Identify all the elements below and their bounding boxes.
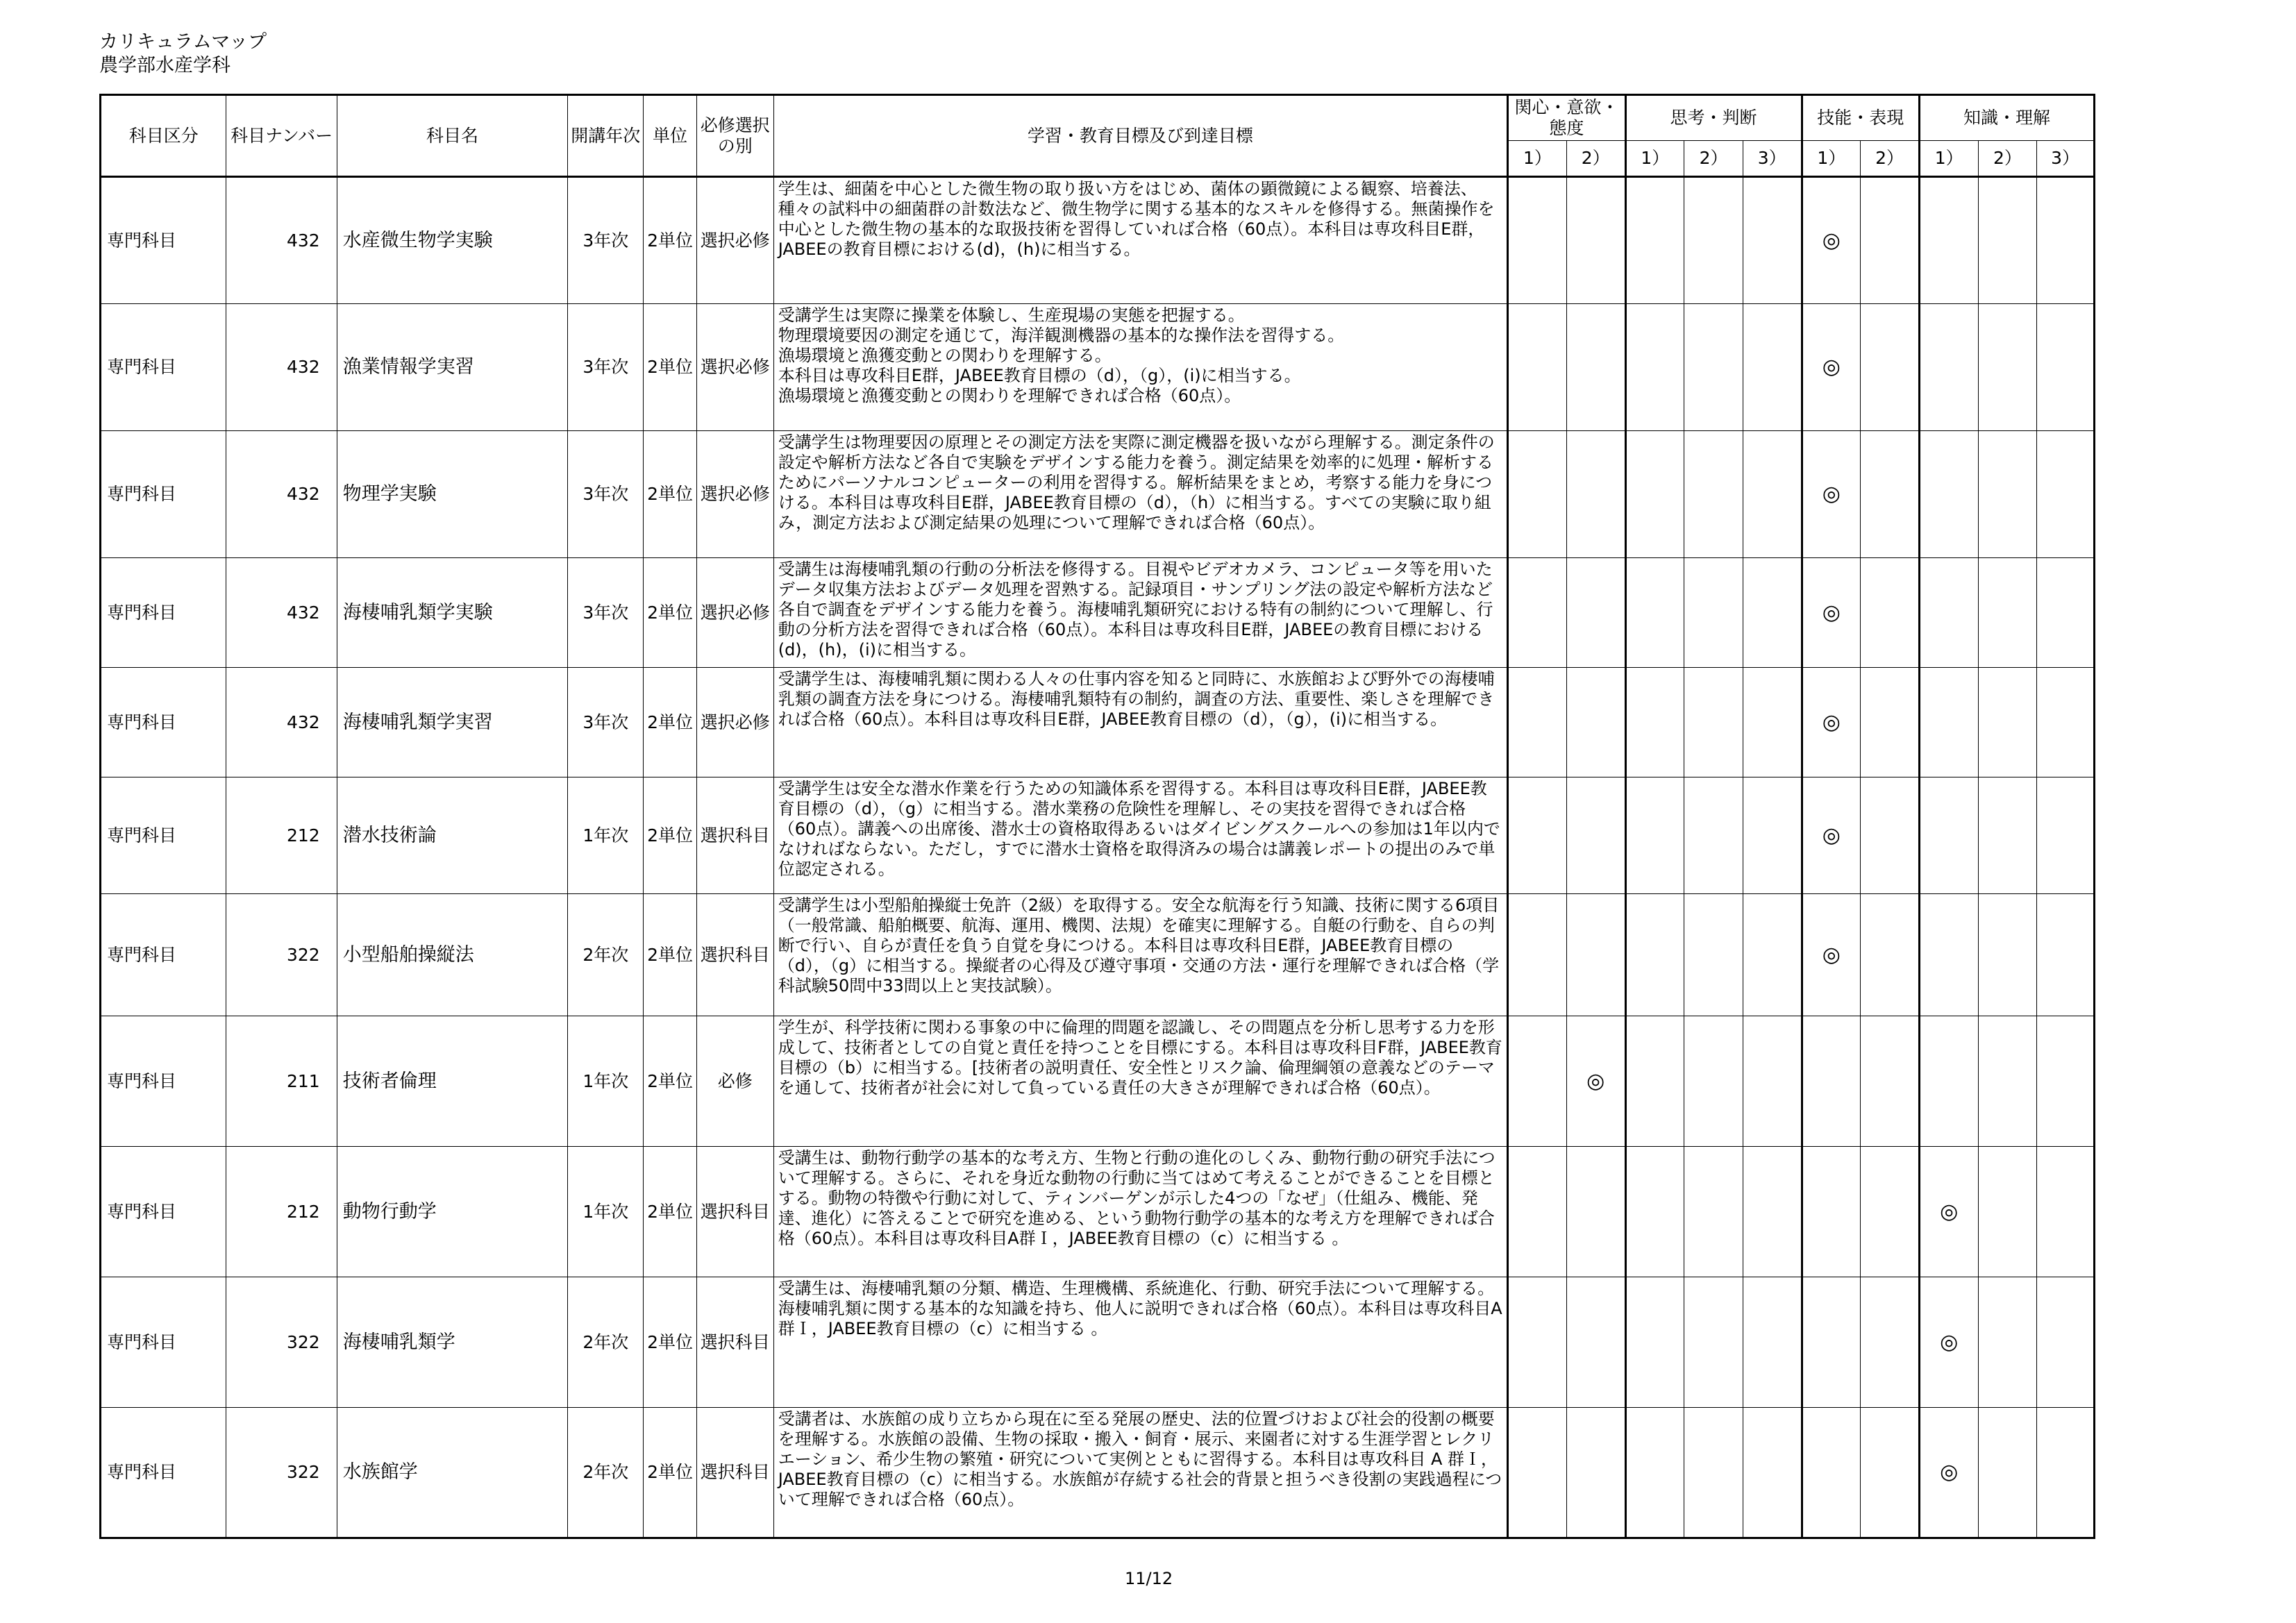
header-name: 科目名 xyxy=(337,95,568,177)
evaluation-cell xyxy=(1861,177,1920,304)
header-required: 必修選択の別 xyxy=(696,95,773,177)
table-row xyxy=(101,1408,2095,1538)
header-sub: 3） xyxy=(1743,141,1802,177)
row-description: 受講学生は安全な潜水作業を行うための知識体系を習得する。本科目は専攻科目E群，JABEE教育目標の（d），（g）に相当する。潜水業務の危険性を理解し、その実技を習得できれば合格（60点）。講義への出席後、潜水士の資格取得あるいはダイビングスクールへの参加は1年以内でなければならない。ただし，すでに潜水士資格を取得済みの場合は講義レポートの提出のみで単位認定される。 xyxy=(773,777,1507,894)
evaluation-cell xyxy=(2037,558,2095,668)
table-row xyxy=(101,894,2095,1016)
row-required: 選択必修 xyxy=(696,558,773,668)
evaluation-cell xyxy=(1743,431,1802,558)
evaluation-cell xyxy=(2037,1408,2095,1538)
evaluation-cell xyxy=(1625,1408,1684,1538)
evaluation-mark: ◎ xyxy=(1802,777,1861,894)
evaluation-cell xyxy=(1861,1408,1920,1538)
evaluation-cell xyxy=(1566,894,1625,1016)
row-description: 受講生は、海棲哺乳類の分類、構造、生理機構、系統進化、行動、研究手法について理解する。海棲哺乳類に関する基本的な知識を持ち、他人に説明できれば合格（60点）。本科目は専攻科目A群Ｉ，JABEE教育目標の（c）に相当する 。 xyxy=(773,1277,1507,1408)
evaluation-cell xyxy=(1978,177,2037,304)
row-description: 受講生は海棲哺乳類の行動の分析法を修得する。目視やビデオカメラ、コンピュータ等を用いたデータ収集方法およびデータ処理を習熟する。記録項目・サンプリング法の設定や解析方法など各自で調査をデザインする能力を養う。海棲哺乳類研究における特有の制約について理解し、行動の分析方法を習得できれば合格（60点）。本科目は専攻科目E群，JABEEの教育目標における(d)，(h)，(i)に相当する。 xyxy=(773,558,1507,668)
row-number: 432 xyxy=(226,431,337,558)
evaluation-cell xyxy=(1743,1016,1802,1147)
evaluation-cell xyxy=(1625,1147,1684,1277)
row-number: 322 xyxy=(226,1408,337,1538)
row-category: 専門科目 xyxy=(101,431,226,558)
evaluation-cell xyxy=(1625,1016,1684,1147)
row-required: 選択必修 xyxy=(696,177,773,304)
evaluation-cell xyxy=(1978,894,2037,1016)
row-category: 専門科目 xyxy=(101,894,226,1016)
table-row xyxy=(101,1147,2095,1277)
evaluation-cell xyxy=(1684,668,1743,777)
evaluation-cell xyxy=(1743,304,1802,431)
row-description: 受講学生は小型船舶操縦士免許（2級）を取得する。安全な航海を行う知識、技術に関する6項目（一般常識、船舶概要、航海、運用、機関、法規）を確実に理解する。自艇の行動を、自らの判断で行い、自らが責任を負う自覚を身につける。本科目は専攻科目E群，JABEE教育目標の（d），（g）に相当する。操縦者の心得及び遵守事項・交通の方法・運行を理解できれば合格（学科試験50問中33問以上と実技試験）。 xyxy=(773,894,1507,1016)
row-unit: 2単位 xyxy=(644,177,697,304)
table-row xyxy=(101,431,2095,558)
evaluation-mark: ◎ xyxy=(1566,1016,1625,1147)
document-title xyxy=(99,31,267,78)
evaluation-cell xyxy=(1625,304,1684,431)
header-year: 開講年次 xyxy=(568,95,644,177)
row-category: 専門科目 xyxy=(101,1016,226,1147)
row-description: 受講学生は実際に操業を体験し、生産現場の実態を把握する。 物理環境要因の測定を通じて，海洋観測機器の基本的な操作法を習得する。 漁場環境と漁獲変動との関わりを理解する。 本科目は専攻科目E群，JABEE教育目標の（d），（g），(i)に相当する。 漁場環境と漁獲変動との関わりを理解できれば合格（60点）。 xyxy=(773,304,1507,431)
evaluation-cell xyxy=(1684,1147,1743,1277)
header-sub: 1） xyxy=(1919,141,1978,177)
evaluation-cell xyxy=(1978,1147,2037,1277)
evaluation-mark: ◎ xyxy=(1802,668,1861,777)
row-subject-name: 海棲哺乳類学実験 xyxy=(337,558,568,668)
row-subject-name: 物理学実験 xyxy=(337,431,568,558)
row-description: 受講学生は、海棲哺乳類に関わる人々の仕事内容を知ると同時に、水族館および野外での海棲哺乳類の調査方法を身につける。海棲哺乳類特有の制約，調査の方法、重要性、楽しさを理解できれば合格（60点）。本科目は専攻科目E群，JABEE教育目標の（d），（g），(i)に相当する。 xyxy=(773,668,1507,777)
row-year: 2年次 xyxy=(568,1277,644,1408)
evaluation-cell xyxy=(1508,1408,1567,1538)
evaluation-cell xyxy=(1743,894,1802,1016)
evaluation-cell xyxy=(1508,894,1567,1016)
header-sub: 2） xyxy=(1566,141,1625,177)
header-group-thinking: 思考・判断 xyxy=(1625,95,1802,141)
evaluation-cell xyxy=(1684,304,1743,431)
header-sub: 1） xyxy=(1625,141,1684,177)
evaluation-cell xyxy=(1802,1277,1861,1408)
header-group-knowledge: 知識・理解 xyxy=(1919,95,2094,141)
page-number: 11/12 xyxy=(1125,1569,1173,1588)
evaluation-cell xyxy=(1861,894,1920,1016)
header-sub: 1） xyxy=(1508,141,1567,177)
row-category: 専門科目 xyxy=(101,558,226,668)
table-row xyxy=(101,177,2095,304)
evaluation-cell xyxy=(1861,558,1920,668)
evaluation-cell xyxy=(1861,668,1920,777)
row-number: 212 xyxy=(226,777,337,894)
row-category: 専門科目 xyxy=(101,1277,226,1408)
evaluation-cell xyxy=(1978,558,2037,668)
row-subject-name: 動物行動学 xyxy=(337,1147,568,1277)
evaluation-cell xyxy=(1625,777,1684,894)
curriculum-map-table xyxy=(99,94,2095,1539)
row-year: 2年次 xyxy=(568,894,644,1016)
evaluation-mark: ◎ xyxy=(1919,1147,1978,1277)
row-category: 専門科目 xyxy=(101,304,226,431)
table-body xyxy=(101,177,2095,1538)
header-category: 科目区分 xyxy=(101,95,226,177)
row-description: 受講者は、水族館の成り立ちから現在に至る発展の歴史、法的位置づけおよび社会的役割の概要を理解する。水族館の設備、生物の採取・搬入・飼育・展示、来園者に対する生涯学習とレクリエーション、希少生物の繁殖・研究について実例とともに習得する。本科目は専攻科目 A 群Ｉ，JABEE教育目標の（c）に相当する。水族館が存続する社会的背景と担うべき役割の実践過程について理解できれば合格（60点）。 xyxy=(773,1408,1507,1538)
evaluation-cell xyxy=(1802,1147,1861,1277)
row-required: 選択必修 xyxy=(696,668,773,777)
row-unit: 2単位 xyxy=(644,894,697,1016)
evaluation-cell xyxy=(1919,431,1978,558)
evaluation-cell xyxy=(1978,431,2037,558)
row-subject-name: 漁業情報学実習 xyxy=(337,304,568,431)
evaluation-cell xyxy=(2037,1016,2095,1147)
evaluation-mark: ◎ xyxy=(1919,1408,1978,1538)
evaluation-mark: ◎ xyxy=(1802,304,1861,431)
row-number: 432 xyxy=(226,668,337,777)
row-description: 学生が、科学技術に関わる事象の中に倫理的問題を認識し、その問題点を分析し思考する力を形成して、技術者としての自覚と責任を持つことを目標にする。本科目は専攻科目F群，JABEE教育目標の（b）に相当する。[技術者の説明責任、安全性とリスク論、倫理綱領の意義などのテーマを通して、技術者が社会に対して負っている責任の大きさが理解できれば合格（60点）。 xyxy=(773,1016,1507,1147)
evaluation-mark: ◎ xyxy=(1802,177,1861,304)
row-year: 3年次 xyxy=(568,668,644,777)
header-number: 科目ナンバー xyxy=(226,95,337,177)
evaluation-cell xyxy=(1566,1408,1625,1538)
evaluation-cell xyxy=(1919,558,1978,668)
row-category: 専門科目 xyxy=(101,668,226,777)
evaluation-mark: ◎ xyxy=(1802,894,1861,1016)
evaluation-cell xyxy=(1625,431,1684,558)
row-year: 3年次 xyxy=(568,431,644,558)
evaluation-mark: ◎ xyxy=(1919,1277,1978,1408)
row-number: 432 xyxy=(226,177,337,304)
evaluation-cell xyxy=(1684,1016,1743,1147)
evaluation-cell xyxy=(1625,1277,1684,1408)
row-subject-name: 技術者倫理 xyxy=(337,1016,568,1147)
row-number: 212 xyxy=(226,1147,337,1277)
row-number: 322 xyxy=(226,894,337,1016)
evaluation-cell xyxy=(1508,177,1567,304)
evaluation-cell xyxy=(1566,1147,1625,1277)
row-year: 3年次 xyxy=(568,304,644,431)
row-year: 1年次 xyxy=(568,1016,644,1147)
row-unit: 2単位 xyxy=(644,777,697,894)
evaluation-cell xyxy=(1743,1408,1802,1538)
evaluation-mark: ◎ xyxy=(1802,431,1861,558)
row-year: 1年次 xyxy=(568,777,644,894)
header-group-interest: 関心・意欲・態度 xyxy=(1508,95,1625,141)
evaluation-cell xyxy=(2037,777,2095,894)
row-number: 432 xyxy=(226,558,337,668)
row-subject-name: 潜水技術論 xyxy=(337,777,568,894)
evaluation-cell xyxy=(1743,558,1802,668)
row-unit: 2単位 xyxy=(644,1147,697,1277)
evaluation-cell xyxy=(1802,1016,1861,1147)
row-required: 選択科目 xyxy=(696,894,773,1016)
evaluation-cell xyxy=(1508,558,1567,668)
row-unit: 2単位 xyxy=(644,304,697,431)
evaluation-cell xyxy=(1861,1277,1920,1408)
header-sub: 2） xyxy=(1978,141,2037,177)
row-unit: 2単位 xyxy=(644,431,697,558)
row-number: 322 xyxy=(226,1277,337,1408)
evaluation-cell xyxy=(1566,431,1625,558)
row-year: 1年次 xyxy=(568,1147,644,1277)
title-line-1: カリキュラムマップ xyxy=(99,31,267,53)
row-unit: 2単位 xyxy=(644,1016,697,1147)
evaluation-cell xyxy=(1919,1016,1978,1147)
evaluation-cell xyxy=(1743,1277,1802,1408)
evaluation-cell xyxy=(1978,777,2037,894)
evaluation-cell xyxy=(1861,1147,1920,1277)
evaluation-cell xyxy=(1861,431,1920,558)
evaluation-cell xyxy=(1508,1277,1567,1408)
evaluation-cell xyxy=(1625,894,1684,1016)
evaluation-cell xyxy=(2037,177,2095,304)
evaluation-cell xyxy=(2037,1147,2095,1277)
evaluation-cell xyxy=(1684,1277,1743,1408)
row-subject-name: 海棲哺乳類学 xyxy=(337,1277,568,1408)
evaluation-cell xyxy=(1566,558,1625,668)
row-category: 専門科目 xyxy=(101,777,226,894)
evaluation-cell xyxy=(1802,1408,1861,1538)
row-unit: 2単位 xyxy=(644,1408,697,1538)
row-category: 専門科目 xyxy=(101,1408,226,1538)
row-year: 3年次 xyxy=(568,558,644,668)
evaluation-cell xyxy=(1978,1408,2037,1538)
header-sub: 3） xyxy=(2037,141,2095,177)
row-required: 選択科目 xyxy=(696,1147,773,1277)
row-description: 受講学生は物理要因の原理とその測定方法を実際に測定機器を扱いながら理解する。測定条件の設定や解析方法など各自で実験をデザインする能力を養う。測定結果を効率的に処理・解析するためにパーソナルコンピューターの利用を習得する。解析結果をまとめ，考察する能力を身につける。本科目は専攻科目E群，JABEE教育目標の（d），（h）に相当する。すべての実験に取り組み，測定方法および測定結果の処理について理解できれば合格（60点）。 xyxy=(773,431,1507,558)
row-required: 選択科目 xyxy=(696,1408,773,1538)
header-sub: 2） xyxy=(1861,141,1920,177)
row-required: 選択必修 xyxy=(696,304,773,431)
row-category: 専門科目 xyxy=(101,177,226,304)
evaluation-cell xyxy=(1566,1277,1625,1408)
evaluation-cell xyxy=(1625,558,1684,668)
evaluation-cell xyxy=(1508,1016,1567,1147)
evaluation-cell xyxy=(1861,777,1920,894)
evaluation-cell xyxy=(1566,777,1625,894)
header-goals: 学習・教育目標及び到達目標 xyxy=(773,95,1507,177)
header-sub: 2） xyxy=(1684,141,1743,177)
evaluation-cell xyxy=(1508,668,1567,777)
row-description: 受講生は、動物行動学の基本的な考え方、生物と行動の進化のしくみ、動物行動の研究手法について理解する。さらに、それを身近な動物の行動に当てはめて考えることができることを目標とする。動物の特徴や行動に対して、ティンバーゲンが示した4つの「なぜ」（仕組み、機能、発達、進化）に答えることで研究を進める、という動物行動学の基本的な考え方を理解できれば合格（60点）。本科目は専攻科目A群Ｉ，JABEE教育目標の（c）に相当する 。 xyxy=(773,1147,1507,1277)
evaluation-cell xyxy=(1625,177,1684,304)
table-row xyxy=(101,777,2095,894)
evaluation-cell xyxy=(1861,304,1920,431)
evaluation-cell xyxy=(1566,304,1625,431)
evaluation-cell xyxy=(1566,668,1625,777)
evaluation-cell xyxy=(1743,1147,1802,1277)
header-sub: 1） xyxy=(1802,141,1861,177)
evaluation-cell xyxy=(1743,177,1802,304)
evaluation-cell xyxy=(2037,1277,2095,1408)
row-number: 211 xyxy=(226,1016,337,1147)
evaluation-cell xyxy=(1508,777,1567,894)
header-unit: 単位 xyxy=(644,95,697,177)
table-row xyxy=(101,304,2095,431)
table-row xyxy=(101,1277,2095,1408)
evaluation-cell xyxy=(1743,777,1802,894)
title-line-2: 農学部水産学科 xyxy=(99,55,231,76)
evaluation-cell xyxy=(1978,1016,2037,1147)
evaluation-cell xyxy=(2037,431,2095,558)
row-unit: 2単位 xyxy=(644,668,697,777)
row-required: 必修 xyxy=(696,1016,773,1147)
evaluation-cell xyxy=(1684,1408,1743,1538)
table-row xyxy=(101,668,2095,777)
row-subject-name: 水族館学 xyxy=(337,1408,568,1538)
row-subject-name: 海棲哺乳類学実習 xyxy=(337,668,568,777)
evaluation-cell xyxy=(2037,668,2095,777)
evaluation-cell xyxy=(1919,894,1978,1016)
evaluation-cell xyxy=(1508,304,1567,431)
table-row xyxy=(101,558,2095,668)
row-category: 専門科目 xyxy=(101,1147,226,1277)
evaluation-cell xyxy=(1919,304,1978,431)
evaluation-cell xyxy=(1919,177,1978,304)
row-year: 2年次 xyxy=(568,1408,644,1538)
evaluation-cell xyxy=(1919,777,1978,894)
evaluation-cell xyxy=(1861,1016,1920,1147)
row-required: 選択科目 xyxy=(696,777,773,894)
row-subject-name: 小型船舶操縦法 xyxy=(337,894,568,1016)
evaluation-cell xyxy=(1978,668,2037,777)
evaluation-cell xyxy=(1684,558,1743,668)
row-subject-name: 水産微生物学実験 xyxy=(337,177,568,304)
evaluation-cell xyxy=(1743,668,1802,777)
evaluation-cell xyxy=(2037,304,2095,431)
evaluation-cell xyxy=(1625,668,1684,777)
row-unit: 2単位 xyxy=(644,1277,697,1408)
row-number: 432 xyxy=(226,304,337,431)
row-required: 選択科目 xyxy=(696,1277,773,1408)
evaluation-cell xyxy=(1978,304,2037,431)
evaluation-cell xyxy=(1684,431,1743,558)
row-required: 選択必修 xyxy=(696,431,773,558)
evaluation-cell xyxy=(1508,1147,1567,1277)
row-description: 学生は、細菌を中心とした微生物の取り扱い方をはじめ、菌体の顕微鏡による観察、培養法、種々の試料中の細菌群の計数法など、微生物学に関する基本的なスキルを修得する。無菌操作を中心とした微生物の基本的な取扱技術を習得していれば合格（60点）。本科目は専攻科目E群，JABEEの教育目標における(d)，(h)に相当する。 xyxy=(773,177,1507,304)
evaluation-cell xyxy=(1978,1277,2037,1408)
row-year: 3年次 xyxy=(568,177,644,304)
row-unit: 2単位 xyxy=(644,558,697,668)
evaluation-cell xyxy=(1508,431,1567,558)
evaluation-cell xyxy=(1684,777,1743,894)
table-row xyxy=(101,1016,2095,1147)
header-group-skill: 技能・表現 xyxy=(1802,95,1919,141)
evaluation-cell xyxy=(1919,668,1978,777)
evaluation-cell xyxy=(2037,894,2095,1016)
evaluation-cell xyxy=(1566,177,1625,304)
evaluation-mark: ◎ xyxy=(1802,558,1861,668)
evaluation-cell xyxy=(1684,177,1743,304)
evaluation-cell xyxy=(1684,894,1743,1016)
